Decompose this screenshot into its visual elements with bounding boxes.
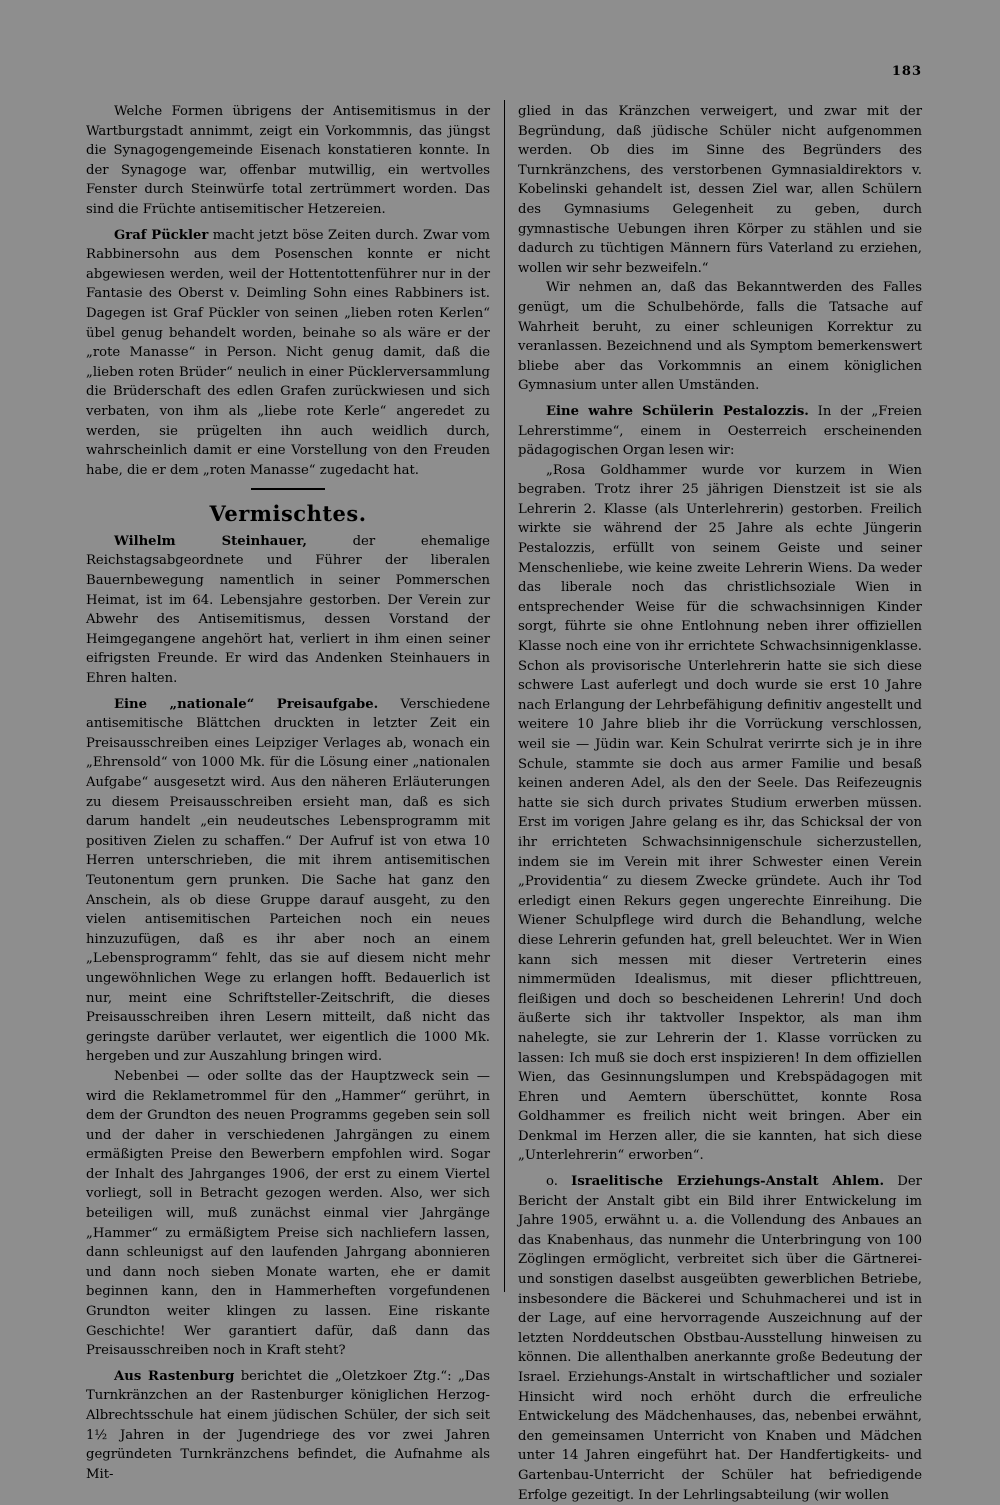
paragraph-antisemitismus-eisenach: Welche Formen übrigens der Antisemitismus in der Wartburgstadt annimmt, zeigt ein Vorkommnis, das jüngst die Synagogengemeinde Eisenach konstatieren konnte. In der Synagoge war, offenbar mutwillig, ein wertvolles Fenster durch Steinwürfe total zertrümmert worden. Das sind die Früchte antisemitischer Hetzereien. bbox=[86, 104, 490, 217]
section-divider bbox=[251, 488, 325, 490]
paragraph-heading: Israelitische Erziehungs-Anstalt Ahlem. bbox=[571, 1174, 885, 1190]
paragraph-pestalozzi bbox=[518, 402, 922, 461]
paragraph-body: In der „Freien Lehrerstimme“, einem in Oesterreich erscheinenden pädagogischen Organ lesen wir: bbox=[518, 403, 922, 459]
paragraph-rosa-goldhammer: „Rosa Goldhammer wurde vor kurzem in Wien begraben. Trotz ihrer 25 jährigen Dienstzeit ist sie als Lehrerin 2. Klasse (als Unterlehrerin) gestorben. Freilich wirkte sie während der 25 Jahre als echte Jüngerin Pestalozzis, erfüllt von seinem Geiste und seiner Menschenliebe, wie keine zweite Lehrerin Wiens. Da weder das liberale noch das christlichsoziale Wien in entsprechender Weise für die schwachsinnigen Kinder sorgt, führte sie ohne Entlohnung neben ihrer offiziellen Klasse noch eine von ihr errichtete Schwachsinnigenklasse. Schon als provisorische Unterlehrerin hatte sie sich diese schwere Last auferlegt und doch wurde sie erst 10 Jahre nach Erlangung der Lehrbefähigung definitiv angestellt und weitere 10 Jahre blieb ihr die Vorrückung verschlossen, weil sie — Jüdin war. Kein Schulrat verirrte sich je in ihre Schule, stammte sie doch aus armer Familie und besaß keinen anderen Adel, als den der Seele. Das Reifezeugnis hatte sie sich durch privates Studium erwerben müssen. Erst im vorigen Jahre gelang es ihr, das Schicksal der von ihr errichteten Schwachsinnigenschule sicherzustellen, indem sie im Verein mit ihrer Schwester einen Verein „Providentia“ zu diesem Zwecke gründete. Auch ihr Tod erledigt einen Rekurs gegen ungerechte Einreihung. Die Wiener Schulpflege wird durch die Behandlung, welche diese Lehrerin gefunden hat, grell beleuchtet. Wer in Wien kann sich messen mit dieser Vertreterin eines nimmermüden Idealismus, mit dieser pflichttreuen, fleißigen und doch so bescheidenen Lehrerin! Und doch äußerte sich ihr taktvoller Inspektor, als man ihm nahelegte, sie zur Lehrerin der 1. Klasse vorrücken zu lassen: Ich muß sie doch erst inspizieren! In dem offiziellen Wien, das Gesinnungslumpen und Krebspädagogen mit Ehren und Aemtern überschüttet, konnte Rosa Goldhammer es freilich nicht weit bringen. Aber ein Denkmal im Herzen aller, die sie kannten, hat sich diese „Unterlehrerin“ erworben“. bbox=[518, 462, 922, 1164]
paragraph-preisaufgabe bbox=[86, 695, 490, 1067]
paragraph-body: Der Bericht der Anstalt gibt ein Bild ihrer Entwickelung im Jahre 1905, erwähnt u. a. die Vollendung des Anbaues an das Knabenhaus, das nunmehr die Unterbringung von 100 Zöglingen ermöglicht, verbreitet sich über die Gärtnerei- und sonstigen daselbst ausgeübten gewerblichen Betriebe, insbesondere die Bäckerei und Schuhmacherei und ist in der Lage, auf eine hervorragende Auszeichnung auf der letzten Norddeutschen Obstbau-Ausstellung hinweisen zu können. Die allenthalben anerkannte große Bedeutung der Israel. Erziehungs-Anstalt in wirtschaftlicher und sozialer Hinsicht wird noch erhöht durch die erfreuliche Entwickelung des Mädchenhauses, das, nebenbei erwähnt, den gemeinsamen Unterricht von Knaben und Mädchen unter 14 Jahren eingeführt hat. Der Handfertigkeits- und Gartenbau-Unterricht der Schüler hat befriedigende Erfolge gezeitigt. In der Lehrlingsabteilung (wir wollen bbox=[518, 1174, 922, 1503]
paragraph-body: Verschiedene antisemitische Blättchen druckten in letzter Zeit ein Preisausschreiben eines Leipziger Verlages ab, wonach ein „Ehrensold“ von 1000 Mk. für die Lösung einer „nationalen Aufgabe“ ausgesetzt wird. Aus den näheren Erläuterungen zu diesem Preisausschreiben ersieht man, daß es sich darum handelt „ein neudeutsches Lebensprogramm mit positiven Zielen zu schaffen.“ Der Aufruf ist von etwa 10 Herren unterschrieben, die mit ihrem antisemitischen Teutonentum gern prunken. Die Sache hat ganz den Anschein, als ob diese Gruppe darauf ausgeht, zu den vielen antisemitischen Parteichen noch ein neues hinzuzufügen, daß es ihr aber noch an einem „Lebensprogramm“ fehlt, das sie auf diesem nicht mehr ungewöhnlichen Wege zu erlangen hofft. Bedauerlich ist nur, meint eine Schriftsteller-Zeitschrift, die dieses Preisausschreiben ihren Lesern mitteilt, daß nicht das geringste darüber verlautet, wer eigentlich die 1000 Mk. hergeben und zur Auszahlung bringen wird. bbox=[86, 696, 491, 1065]
paragraph-hammer: Nebenbei — oder sollte das der Hauptzweck sein — wird die Reklametrommel für den „Hammer“ gerührt, in dem der Grundton des neuen Programms gegeben sein soll und der daher in verschiedenen Jahrgängen zu einem ermäßigten Preise den Bewerbern empfohlen wird. Sogar der Inhalt des Jahrganges 1906, der erst zu einem Viertel vorliegt, soll in Betracht gezogen werden. Also, wer sich beteiligen will, muß zunächst einmal vier Jahrgänge „Hammer“ zu ermäßigtem Preise sich nachliefern lassen, dann schleunigst auf den laufenden Jahrgang abonnieren und dann noch sieben Monate warten, ehe er damit beginnen kann, den in Hammerheften vorgefundenen Grundton weiter klingen zu lassen. Eine riskante Geschichte! Wer garantiert dafür, daß dann das Preisausschreiben noch in Kraft steht? bbox=[86, 1068, 490, 1359]
paragraph-heading: Eine wahre Schülerin Pestalozzis. bbox=[546, 403, 809, 419]
paragraph-rastenburg bbox=[86, 1367, 490, 1485]
paragraph-heading: Graf Pückler bbox=[114, 227, 209, 243]
paragraph-ahlem bbox=[518, 1172, 922, 1505]
paragraph-heading: Aus Rastenburg bbox=[114, 1368, 235, 1384]
right-column bbox=[518, 102, 922, 1505]
page-number: 183 bbox=[891, 64, 922, 79]
left-column bbox=[86, 102, 490, 1484]
paragraph-prefix: o. bbox=[546, 1174, 558, 1190]
paragraph-body: berichtet die „Oletzkoer Ztg.“: „Das Turnkränzchen an der Rastenburger königlichen Herzog-Albrechtsschule hat einem jüdischen Schüler, der sich seit 1½ Jahren in der Jugendriege des vor zwei Jahren gegründeten Turnkränzchens befindet, die Aufnahme als Mit- bbox=[86, 1368, 490, 1482]
paragraph-steinhauer bbox=[86, 532, 490, 689]
paragraph-heading: Eine „nationale“ Preisaufgabe. bbox=[114, 696, 379, 712]
column-divider bbox=[504, 100, 505, 1292]
paragraph-body: macht jetzt böse Zeiten durch. Zwar vom Rabbinersohn aus dem Posenschen konnte er nicht abgewiesen werden, weil der Hottentottenführer nur in der Fantasie des Oberst v. Deimling Sohn eines Rabbiners ist. Dagegen ist Graf Pückler von seinen „lieben roten Kerlen“ übel genug behandelt worden, beinahe so als wäre er der „rote Manasse“ in Person. Nicht genug damit, daß die „lieben roten Brüder“ neulich in einer Pücklerversammlung die Brüderschaft des edlen Grafen zurückwiesen und sich verbaten, von ihm als „liebe rote Kerle“ angeredet zu werden, sie prügelten ihn auch weidlich durch, wahrscheinlich damit er eine Vorstellung von den Freuden habe, die er dem „roten Manasse“ zugedacht hat. bbox=[86, 227, 490, 478]
paragraph-body: der ehemalige Reichstagsabgeordnete und Führer der liberalen Bauernbewegung namentlich in seiner Pommerschen Heimat, ist im 64. Lebensjahre gestorben. Der Verein zur Abwehr des Antisemitismus, dessen Vorstand der Heimgegangene angehört hat, verliert in ihm einen seiner eifrigsten Freunde. Er wird das Andenken Steinhauers in Ehren halten. bbox=[86, 533, 490, 687]
section-title: Vermischtes. bbox=[209, 501, 367, 527]
paragraph-rastenburg-continued: glied in das Kränzchen verweigert, und zwar mit der Begründung, daß jüdische Schüler nicht aufgenommen werden. Ob dies im Sinne des Begründers des Turnkränzchens, des verstorbenen Gymnasialdirektors v. Kobelinski gehandelt ist, dessen Ziel war, allen Schülern des Gymnasiums Gelegenheit zu geben, durch gymnastische Uebungen ihren Körper zu stählen und sie dadurch zu tüchtigen Männern fürs Vaterland zu erziehen, wollen wir sehr bezweifeln.“ bbox=[518, 104, 922, 276]
paragraph-graf-pueckler bbox=[86, 226, 490, 481]
paragraph-heading: Wilhelm Steinhauer, bbox=[114, 533, 307, 549]
paragraph-schulbehoerde: Wir nehmen an, daß das Bekanntwerden des Falles genügt, um die Schulbehörde, falls die Tatsache auf Wahrheit beruht, zu einer schleunigen Korrektur zu veranlassen. Bezeichnend und als Symptom bemerkenswert bliebe aber das Vorkommnis an einem königlichen Gymnasium unter allen Umständen. bbox=[518, 280, 922, 394]
